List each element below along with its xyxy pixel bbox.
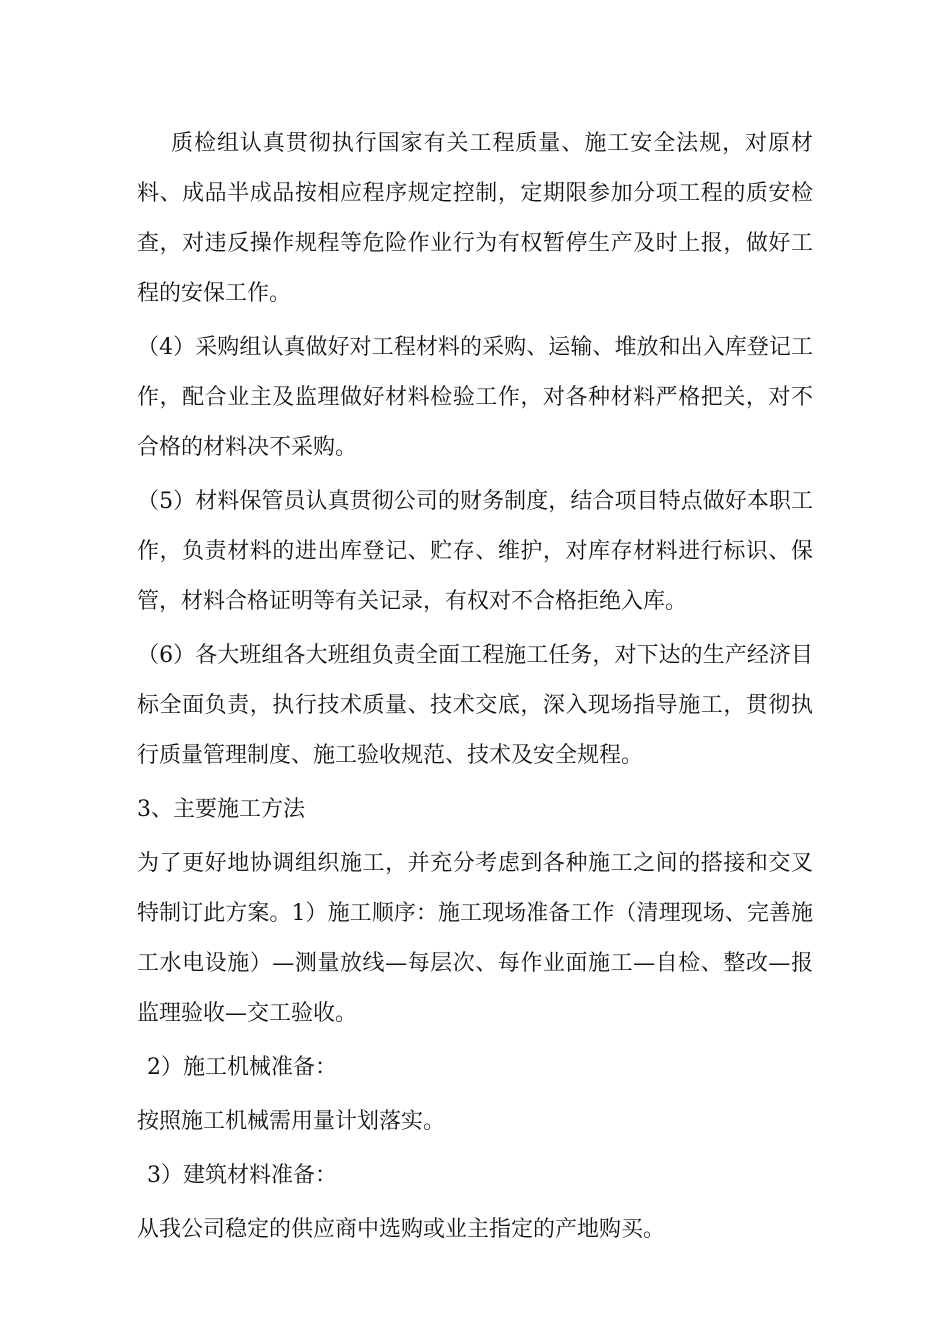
section-heading-construction-methods: 3、主要施工方法 xyxy=(137,797,305,822)
paragraph-work-teams: （6）各大班组各大班组负责全面工程施工任务，对下达的生产经济目标全面负责，执行技术质量、技术交底，深入现场指导施工，贯彻执行质量管理制度、施工验收规范、技术及安全规程。 xyxy=(137,643,813,768)
paragraph-material-keeper: （5）材料保管员认真贯彻公司的财务制度，结合项目特点做好本职工作，负责材料的进出库登记、贮存、维护，对库存材料进行标识、保管，材料合格证明等有关记录，有权对不合格拒绝入库。 xyxy=(137,489,813,614)
subheading-materials-preparation: 3）建筑材料准备： xyxy=(147,1163,337,1188)
document-body xyxy=(137,119,813,1259)
paragraph-materials-sourcing: 从我公司稳定的供应商中选购或业主指定的产地购买。 xyxy=(137,1217,666,1242)
subheading-machinery-preparation: 2）施工机械准备： xyxy=(147,1055,337,1080)
paragraph-procurement: （4）采购组认真做好对工程材料的采购、运输、堆放和出入库登记工作，配合业主及监理做好材料检验工作，对各种材料严格把关，对不合格的材料决不采购。 xyxy=(137,335,813,460)
paragraph-construction-sequence: 为了更好地协调组织施工，并充分考虑到各种施工之间的搭接和交叉特制订此方案。1）施工顺序：施工现场准备工作（清理现场、完善施工水电设施）—测量放线—每层次、每作业面施工—自检、整改—报监理验收—交工验收。 xyxy=(137,851,813,1026)
paragraph-machinery-plan: 按照施工机械需用量计划落实。 xyxy=(137,1109,446,1134)
paragraph-quality-inspection: 质检组认真贯彻执行国家有关工程质量、施工安全法规，对原材料、成品半成品按相应程序规定控制，定期限参加分项工程的质安检查，对违反操作规程等危险作业行为有权暂停生产及时上报，做好工程的安保工作。 xyxy=(137,131,813,306)
